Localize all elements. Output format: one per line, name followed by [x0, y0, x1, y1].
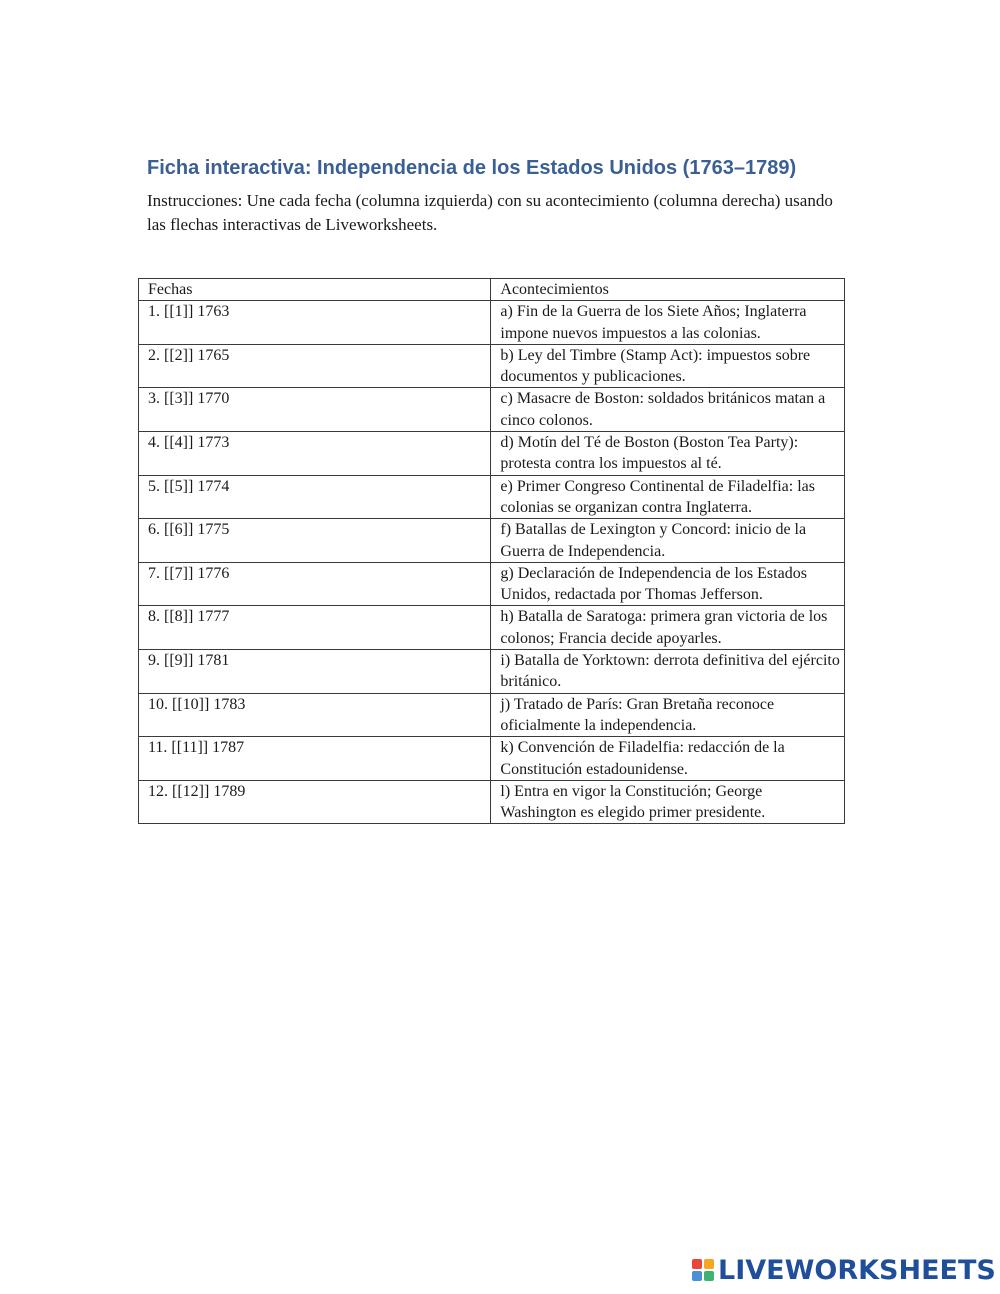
table-body — [139, 301, 845, 824]
date-cell[interactable]: 9. [[9]] 1781 — [139, 650, 491, 694]
event-cell[interactable]: g) Declaración de Independencia de los Estados Unidos, redactada por Thomas Jefferson. — [491, 562, 845, 606]
event-cell[interactable]: d) Motín del Té de Boston (Boston Tea Party): protesta contra los impuestos al té. — [491, 432, 845, 476]
logo-square-orange — [704, 1259, 714, 1269]
event-cell[interactable]: f) Batallas de Lexington y Concord: inicio de la Guerra de Independencia. — [491, 519, 845, 563]
event-cell[interactable]: h) Batalla de Saratoga: primera gran victoria de los colonos; Francia decide apoyarles. — [491, 606, 845, 650]
table-row — [139, 301, 845, 345]
logo-square-red — [692, 1259, 702, 1269]
table-row — [139, 650, 845, 694]
header-events: Acontecimientos — [491, 279, 845, 301]
date-cell[interactable]: 4. [[4]] 1773 — [139, 432, 491, 476]
logo-square-green — [704, 1271, 714, 1281]
date-cell[interactable]: 7. [[7]] 1776 — [139, 562, 491, 606]
event-cell[interactable]: i) Batalla de Yorktown: derrota definitiva del ejército británico. — [491, 650, 845, 694]
table-row — [139, 344, 845, 388]
table-row — [139, 693, 845, 737]
logo-mark-icon — [692, 1259, 714, 1281]
table-row — [139, 606, 845, 650]
date-cell[interactable]: 1. [[1]] 1763 — [139, 301, 491, 345]
event-cell[interactable]: k) Convención de Filadelfia: redacción de la Constitución estadounidense. — [491, 737, 845, 781]
table-row — [139, 780, 845, 824]
table-row — [139, 388, 845, 432]
date-cell[interactable]: 8. [[8]] 1777 — [139, 606, 491, 650]
table-row — [139, 737, 845, 781]
table-row — [139, 475, 845, 519]
logo-text: LIVEWORKSHEETS — [718, 1254, 996, 1286]
event-cell[interactable]: l) Entra en vigor la Constitución; George Washington es elegido primer presidente. — [491, 780, 845, 824]
date-cell[interactable]: 3. [[3]] 1770 — [139, 388, 491, 432]
date-cell[interactable]: 11. [[11]] 1787 — [139, 737, 491, 781]
table-row — [139, 432, 845, 476]
worksheet-title: Ficha interactiva: Independencia de los Estados Unidos (1763–1789) — [147, 157, 797, 179]
date-cell[interactable]: 2. [[2]] 1765 — [139, 344, 491, 388]
table-row — [139, 519, 845, 563]
date-cell[interactable]: 12. [[12]] 1789 — [139, 780, 491, 824]
worksheet-instructions: Instrucciones: Une cada fecha (columna izquierda) con su acontecimiento (columna derecha) usando las flechas interactivas de Liveworksheets. — [147, 191, 833, 234]
header-dates: Fechas — [139, 279, 491, 301]
table-header-row — [139, 279, 845, 301]
logo-square-blue — [692, 1271, 702, 1281]
event-cell[interactable]: c) Masacre de Boston: soldados británicos matan a cinco colonos. — [491, 388, 845, 432]
date-cell[interactable]: 10. [[10]] 1783 — [139, 693, 491, 737]
table-row — [139, 562, 845, 606]
event-cell[interactable]: a) Fin de la Guerra de los Siete Años; Inglaterra impone nuevos impuestos a las colonias. — [491, 301, 845, 345]
event-cell[interactable]: e) Primer Congreso Continental de Filadelfia: las colonias se organizan contra Inglaterra. — [491, 475, 845, 519]
date-cell[interactable]: 6. [[6]] 1775 — [139, 519, 491, 563]
date-cell[interactable]: 5. [[5]] 1774 — [139, 475, 491, 519]
matching-table — [138, 278, 845, 824]
event-cell[interactable]: j) Tratado de París: Gran Bretaña reconoce oficialmente la independencia. — [491, 693, 845, 737]
liveworksheets-logo — [692, 1255, 996, 1285]
event-cell[interactable]: b) Ley del Timbre (Stamp Act): impuestos sobre documentos y publicaciones. — [491, 344, 845, 388]
